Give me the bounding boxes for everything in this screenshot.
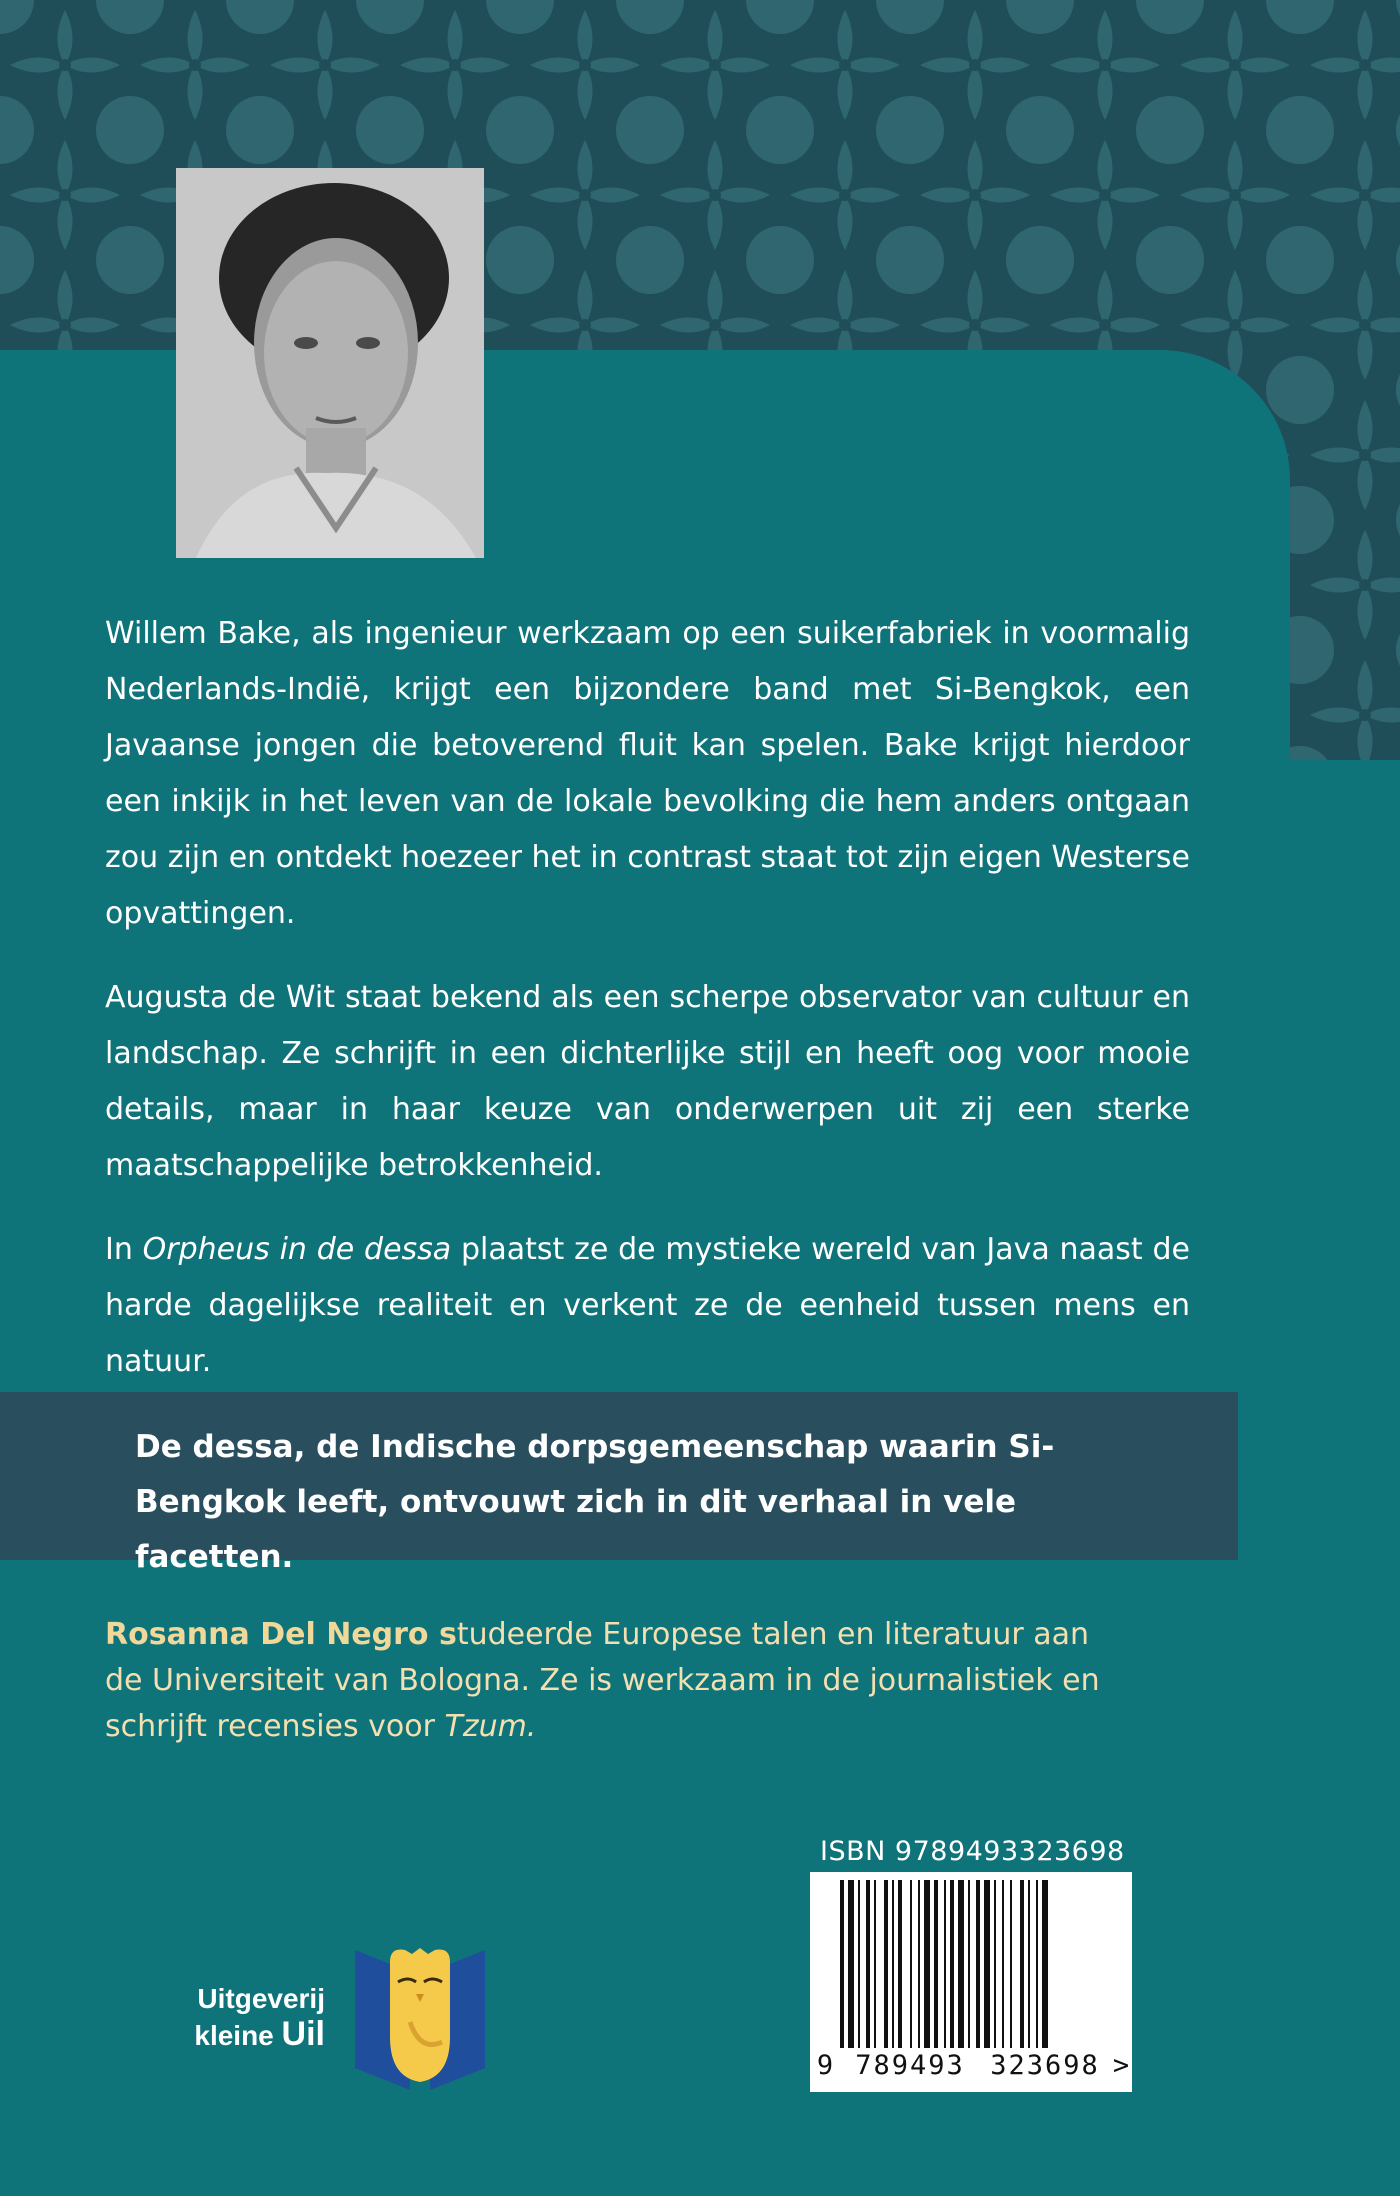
description-paragraph-2: Augusta de Wit staat bekend als een scherpe observator van cultuur en landschap. Ze schrijft in een dichterlijke stijl en heeft oog voor mooie details, maar in haar keuze van onderwerpen uit zij een sterke maatschappelijke betrokkenheid. bbox=[105, 980, 1190, 1183]
barcode bbox=[810, 1872, 1132, 2092]
description-paragraph-3 bbox=[105, 1222, 1190, 1390]
publisher-word-kleine: kleine bbox=[194, 2020, 274, 2051]
paragraph-3-rest: plaatst ze de mystieke wereld van Java naast de harde dagelijkse realiteit en verkent ze de eenheid tussen mens en natuur. bbox=[105, 1232, 1190, 1379]
barcode-digits-right: 323698 bbox=[990, 2050, 1100, 2081]
publisher-line-1: Uitgeverij bbox=[197, 1983, 325, 2014]
book-title-italic: Orpheus in de dessa bbox=[142, 1232, 452, 1267]
publication-name: Tzum. bbox=[444, 1709, 537, 1744]
description-paragraph-1: Willem Bake, als ingenieur werkzaam op een suikerfabriek in voormalig Nederlands-Indië, krijgt een bijzondere band met Si-Bengkok, een Javaanse jongen die betoverend fluit kan spelen. Bake krijgt hierdoor een inkijk in het leven van de lokale bevolking die hem anders ontgaan zou zijn en ontdekt hoezeer het in contrast staat tot zijn eigen Westerse opvattingen. bbox=[105, 616, 1190, 931]
barcode-digit-first: 9 bbox=[816, 2050, 834, 2081]
barcode-digits-left: 789493 bbox=[855, 2050, 965, 2081]
barcode-digits bbox=[810, 2050, 1132, 2090]
author-photo bbox=[176, 168, 484, 558]
owl-book-icon bbox=[350, 1942, 490, 2092]
translator-bio bbox=[105, 1612, 1105, 1750]
publisher-name bbox=[150, 1983, 325, 2055]
publisher-word-uil: Uil bbox=[281, 2015, 325, 2053]
barcode-digit-end: > bbox=[1112, 2050, 1130, 2081]
translator-name: Rosanna Del Negro s bbox=[105, 1617, 457, 1652]
highlight-quote: De dessa, de Indische dorpsgemeenschap waarin Si-Bengkok leeft, ontvouwt zich in dit verhaal in vele facetten. bbox=[135, 1429, 1055, 1575]
isbn-label: ISBN 9789493323698 bbox=[820, 1836, 1125, 1867]
publisher-line-2 bbox=[150, 2015, 325, 2055]
translator-bio-text: tudeerde Europese talen en literatuur aan de Universiteit van Bologna. Ze is werkzaam in de journalistiek en schrijft recensies voor bbox=[105, 1617, 1100, 1744]
paragraph-3-prefix: In bbox=[105, 1232, 143, 1267]
